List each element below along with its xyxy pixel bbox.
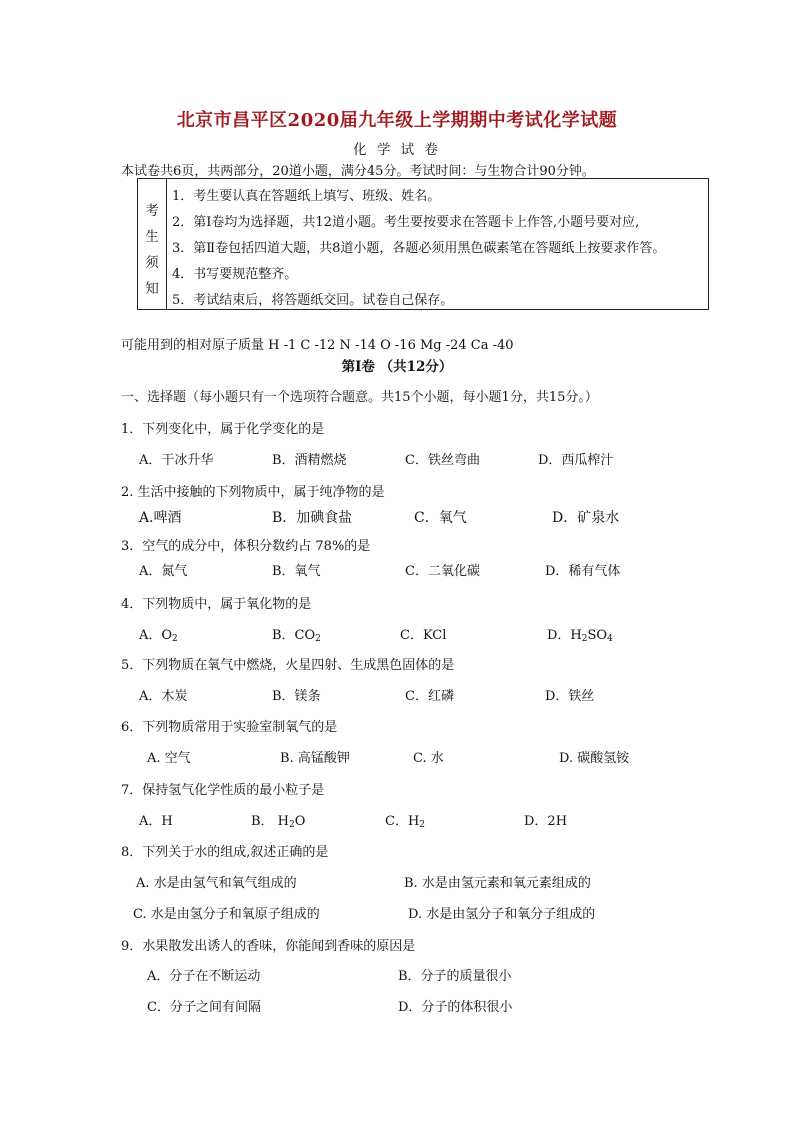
option: D．2H <box>524 814 568 829</box>
notice-label-char: 知 <box>145 281 159 297</box>
notice-line: 2．第Ⅰ卷均为选择题，共12道小题。考生要按要求在答题卡上作答,小题号要对应, <box>172 215 640 230</box>
option: B．分子的质量很小 <box>398 969 512 984</box>
notice-label-char: 考 <box>145 203 159 219</box>
option-text: O <box>294 814 306 829</box>
option: A. 水是由氢气和氧气组成的 <box>136 876 297 891</box>
option: D. 水是由氢分子和氧分子组成的 <box>408 907 596 922</box>
option: A．H <box>139 814 173 829</box>
option: A．分子在不断运动 <box>147 969 261 984</box>
option <box>385 810 425 829</box>
option: A．木炭 <box>139 689 188 704</box>
notice-line: 3．第Ⅱ卷包括四道大题，共8道小题，各题必须用黑色碳素笔在答题纸上按要求作答。 <box>172 241 666 256</box>
option: D．分子的体积很小 <box>398 1000 513 1015</box>
subscript: 2 <box>315 634 321 644</box>
option: C．红磷 <box>405 689 454 704</box>
option: B．氧气 <box>272 564 321 579</box>
exam-title: 北京市昌平区2020届九年级上学期期中考试化学试题 <box>176 110 618 131</box>
option: C．二氧化碳 <box>405 564 480 579</box>
option <box>251 810 305 829</box>
option: D．西瓜榨汁 <box>538 453 614 468</box>
option <box>139 624 178 643</box>
subscript: 2 <box>419 820 426 830</box>
question-stem: 7．保持氢气化学性质的最小粒子是 <box>121 783 325 798</box>
notice-label <box>138 179 167 309</box>
exam-intro: 本试卷共6页，共两部分，20道小题，满分45分。考试时间：与生物合计90分钟。 <box>121 164 595 179</box>
option-text: B． H <box>251 814 290 829</box>
subscript: 2 <box>172 634 178 644</box>
question-stem: 6．下列物质常用于实验室制氧气的是 <box>121 720 338 735</box>
subscript: 2 <box>581 634 588 644</box>
notice-line: 5．考试结束后，将答题纸交回。试卷自己保存。 <box>172 293 454 308</box>
option: C．KCl <box>400 628 447 643</box>
option <box>272 624 321 643</box>
notice-label-char: 须 <box>145 255 159 271</box>
question-stem: 3．空气的成分中，体积分数约占 78%的是 <box>121 539 371 554</box>
option: C．分子之间有间隔 <box>147 1000 261 1015</box>
section-title: 一、选择题（每小题只有一个选项符合题意。共15个小题，每小题1分，共15分。） <box>121 390 598 405</box>
question-stem: 1．下列变化中，属于化学变化的是 <box>121 422 325 437</box>
option: D．铁丝 <box>545 689 595 704</box>
exam-subtitle: 化 学 试 卷 <box>353 142 441 158</box>
option: C. 水是由氢分子和氧原子组成的 <box>133 907 320 922</box>
candidate-notice-box <box>137 178 709 310</box>
notice-line: 1．考生要认真在答题纸上填写、班级、姓名。 <box>172 189 441 204</box>
option: B．酒精燃烧 <box>272 453 347 468</box>
option: A. 空气 <box>147 751 191 766</box>
option: B．加碘食盐 <box>272 510 353 526</box>
question-stem: 8．下列关于水的组成,叙述正确的是 <box>121 845 329 860</box>
option-text: D．H <box>547 628 582 643</box>
volume-title: 第Ⅰ卷 （共12分） <box>341 359 453 375</box>
option <box>547 624 613 643</box>
question-stem: 9．水果散发出诱人的香味，你能闻到香味的原因是 <box>121 939 416 954</box>
notice-label-char: 生 <box>145 229 159 245</box>
option: B. 高锰酸钾 <box>280 751 350 766</box>
option-text: B．CO <box>272 628 316 643</box>
option-text: C．H <box>385 814 420 829</box>
option: A．氮气 <box>139 564 188 579</box>
option-text: A．O <box>139 628 173 643</box>
atomic-mass-line: 可能用到的相对原子质量 H -1 C -12 N -14 O -16 Mg -24 Ca -40 <box>121 338 514 353</box>
subscript: 2 <box>289 820 295 830</box>
option: C．氧气 <box>414 510 467 526</box>
question-stem: 4．下列物质中，属于氧化物的是 <box>121 597 312 612</box>
option: D．矿泉水 <box>552 510 620 526</box>
option: A.啤酒 <box>139 510 182 526</box>
option: D．稀有气体 <box>545 564 621 579</box>
option: D. 碳酸氢铵 <box>559 751 630 766</box>
option: A．干冰升华 <box>139 453 214 468</box>
option-text: SO <box>587 628 608 643</box>
question-stem: 2. 生活中接触的下列物质中，属于纯净物的是 <box>121 485 385 500</box>
option: B. 水是由氢元素和氧元素组成的 <box>404 876 591 891</box>
subscript: 4 <box>607 634 613 644</box>
question-stem: 5．下列物质在氧气中燃烧，火星四射、生成黑色固体的是 <box>121 658 455 673</box>
option: B．镁条 <box>272 689 321 704</box>
option: C. 水 <box>413 751 444 766</box>
option: C．铁丝弯曲 <box>405 453 480 468</box>
notice-line: 4．书写要规范整齐。 <box>172 267 298 282</box>
